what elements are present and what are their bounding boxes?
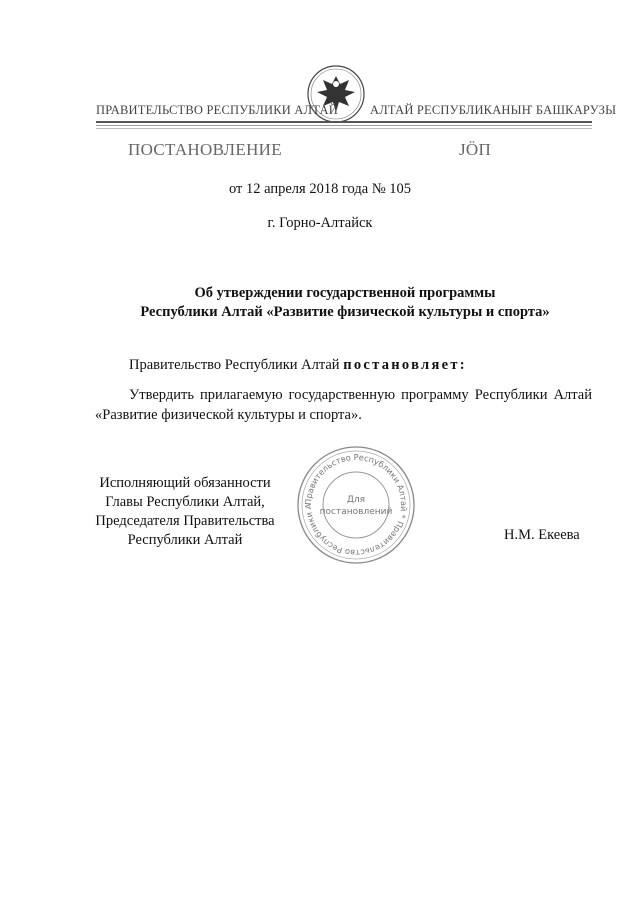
document-city: г. Горно-Алтайск	[267, 215, 373, 231]
resolution-intro-text: Правительство Республики Алтай	[129, 357, 340, 373]
header-rule	[96, 121, 592, 123]
signature-line: Главы Республики Алтай,	[105, 494, 265, 510]
doc-type-alt: JÖП	[459, 140, 492, 159]
stamp-center-line1: Для	[346, 495, 366, 505]
header-rule	[96, 125, 592, 126]
resolution-body: Утвердить прилагаемую государственную программу Республики Алтай «Развитие физической культуры и спорта».	[95, 387, 592, 423]
resolution-keyword: постановляет:	[343, 357, 467, 373]
header-right-title: АЛТАЙ РЕСПУБЛИКАНЫҤ БАШКАРУЗЫ	[370, 103, 617, 117]
official-stamp	[295, 444, 417, 566]
document-title-line1: Об утверждении государственной программы	[194, 285, 496, 301]
document-date: от 12 апреля 2018 года № 105	[228, 181, 412, 197]
stamp-ring-text: Правительство Республики Алтай * Правительство Республики А	[302, 451, 410, 559]
stamp-graphic	[295, 444, 417, 566]
signature-line: Республики Алтай	[127, 532, 243, 548]
header-rule	[96, 128, 592, 129]
resolution-intro	[95, 355, 592, 375]
doc-type-ru: ПОСТАНОВЛЕНИЕ	[128, 140, 282, 159]
signature-block	[82, 474, 288, 550]
signatory-name: Н.М. Екеева	[504, 527, 580, 543]
stamp-center-line2: постановлений	[319, 507, 393, 517]
signature-line: Председателя Правительства	[95, 513, 275, 529]
document-title-line2: Республики Алтай «Развитие физической культуры и спорта»	[140, 304, 550, 320]
signature-line: Исполняющий обязанности	[99, 475, 271, 491]
header-left-title: ПРАВИТЕЛЬСТВО РЕСПУБЛИКИ АЛТАЙ	[96, 103, 338, 117]
